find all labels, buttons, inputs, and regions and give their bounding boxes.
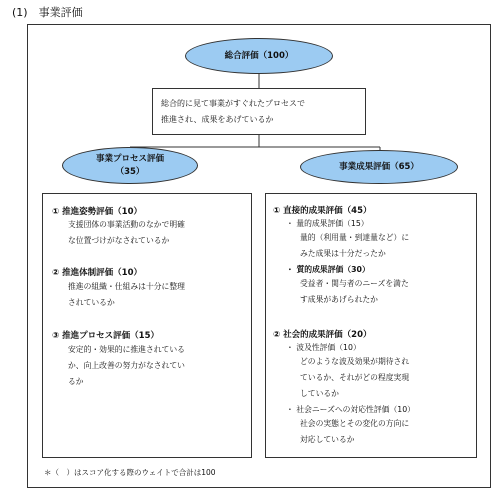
promotion-process-text: 安定的・効果的に推進されている か、向上改善の努力がなされてい るか: [68, 345, 185, 386]
quantitative-outcome-text: 量的（利用量・到達量など）に みた成果は十分だったか: [300, 233, 410, 258]
promotion-structure-text: 推進の組織・仕組みは十分に整理 されているか: [68, 282, 185, 307]
promotion-structure-heading: ② 推進体制評価（10）: [52, 268, 142, 278]
weight-footnote: ＊（ ）はスコア化する際のウェイトで合計は100: [44, 468, 216, 477]
quantitative-outcome-label: ・ 量的成果評価（15）: [286, 219, 369, 228]
section-title: (1) 事業評価: [12, 6, 83, 19]
promotion-attitude-heading: ① 推進姿勢評価（10）: [52, 207, 142, 217]
overall-description: 総合的に見て事業がすぐれたプロセスで 推進され、成果をあげているか: [152, 88, 366, 135]
social-needs-label: ・ 社会ニーズへの対応性評価（10）: [286, 405, 415, 414]
social-needs-text: 社会の実態とその変化の方向に 対応しているか: [300, 419, 410, 444]
promotion-attitude-text: 支援団体の事業活動のなかで明確 な位置づけがなされているか: [68, 220, 185, 245]
ripple-effect-text: どのような波及効果が期待され ているか、それがどの程度実現 しているか: [300, 357, 410, 398]
process-evaluation-node: 事業プロセス評価 （35）: [62, 147, 198, 184]
social-outcome-heading: ② 社会的成果評価（20）: [273, 330, 372, 340]
direct-outcome-heading: ① 直接的成果評価（45）: [273, 206, 372, 216]
overall-evaluation-node: 総合評価（100）: [185, 38, 333, 74]
outcome-evaluation-node: 事業成果評価（65）: [300, 150, 458, 184]
promotion-process-heading: ③ 推進プロセス評価（15）: [52, 331, 159, 341]
ripple-effect-label: ・ 波及性評価（10）: [286, 343, 361, 352]
qualitative-outcome-label: ・ 質的成果評価（30）: [286, 265, 370, 274]
qualitative-outcome-text: 受益者・関与者のニーズを満た す成果があげられたか: [300, 279, 409, 304]
